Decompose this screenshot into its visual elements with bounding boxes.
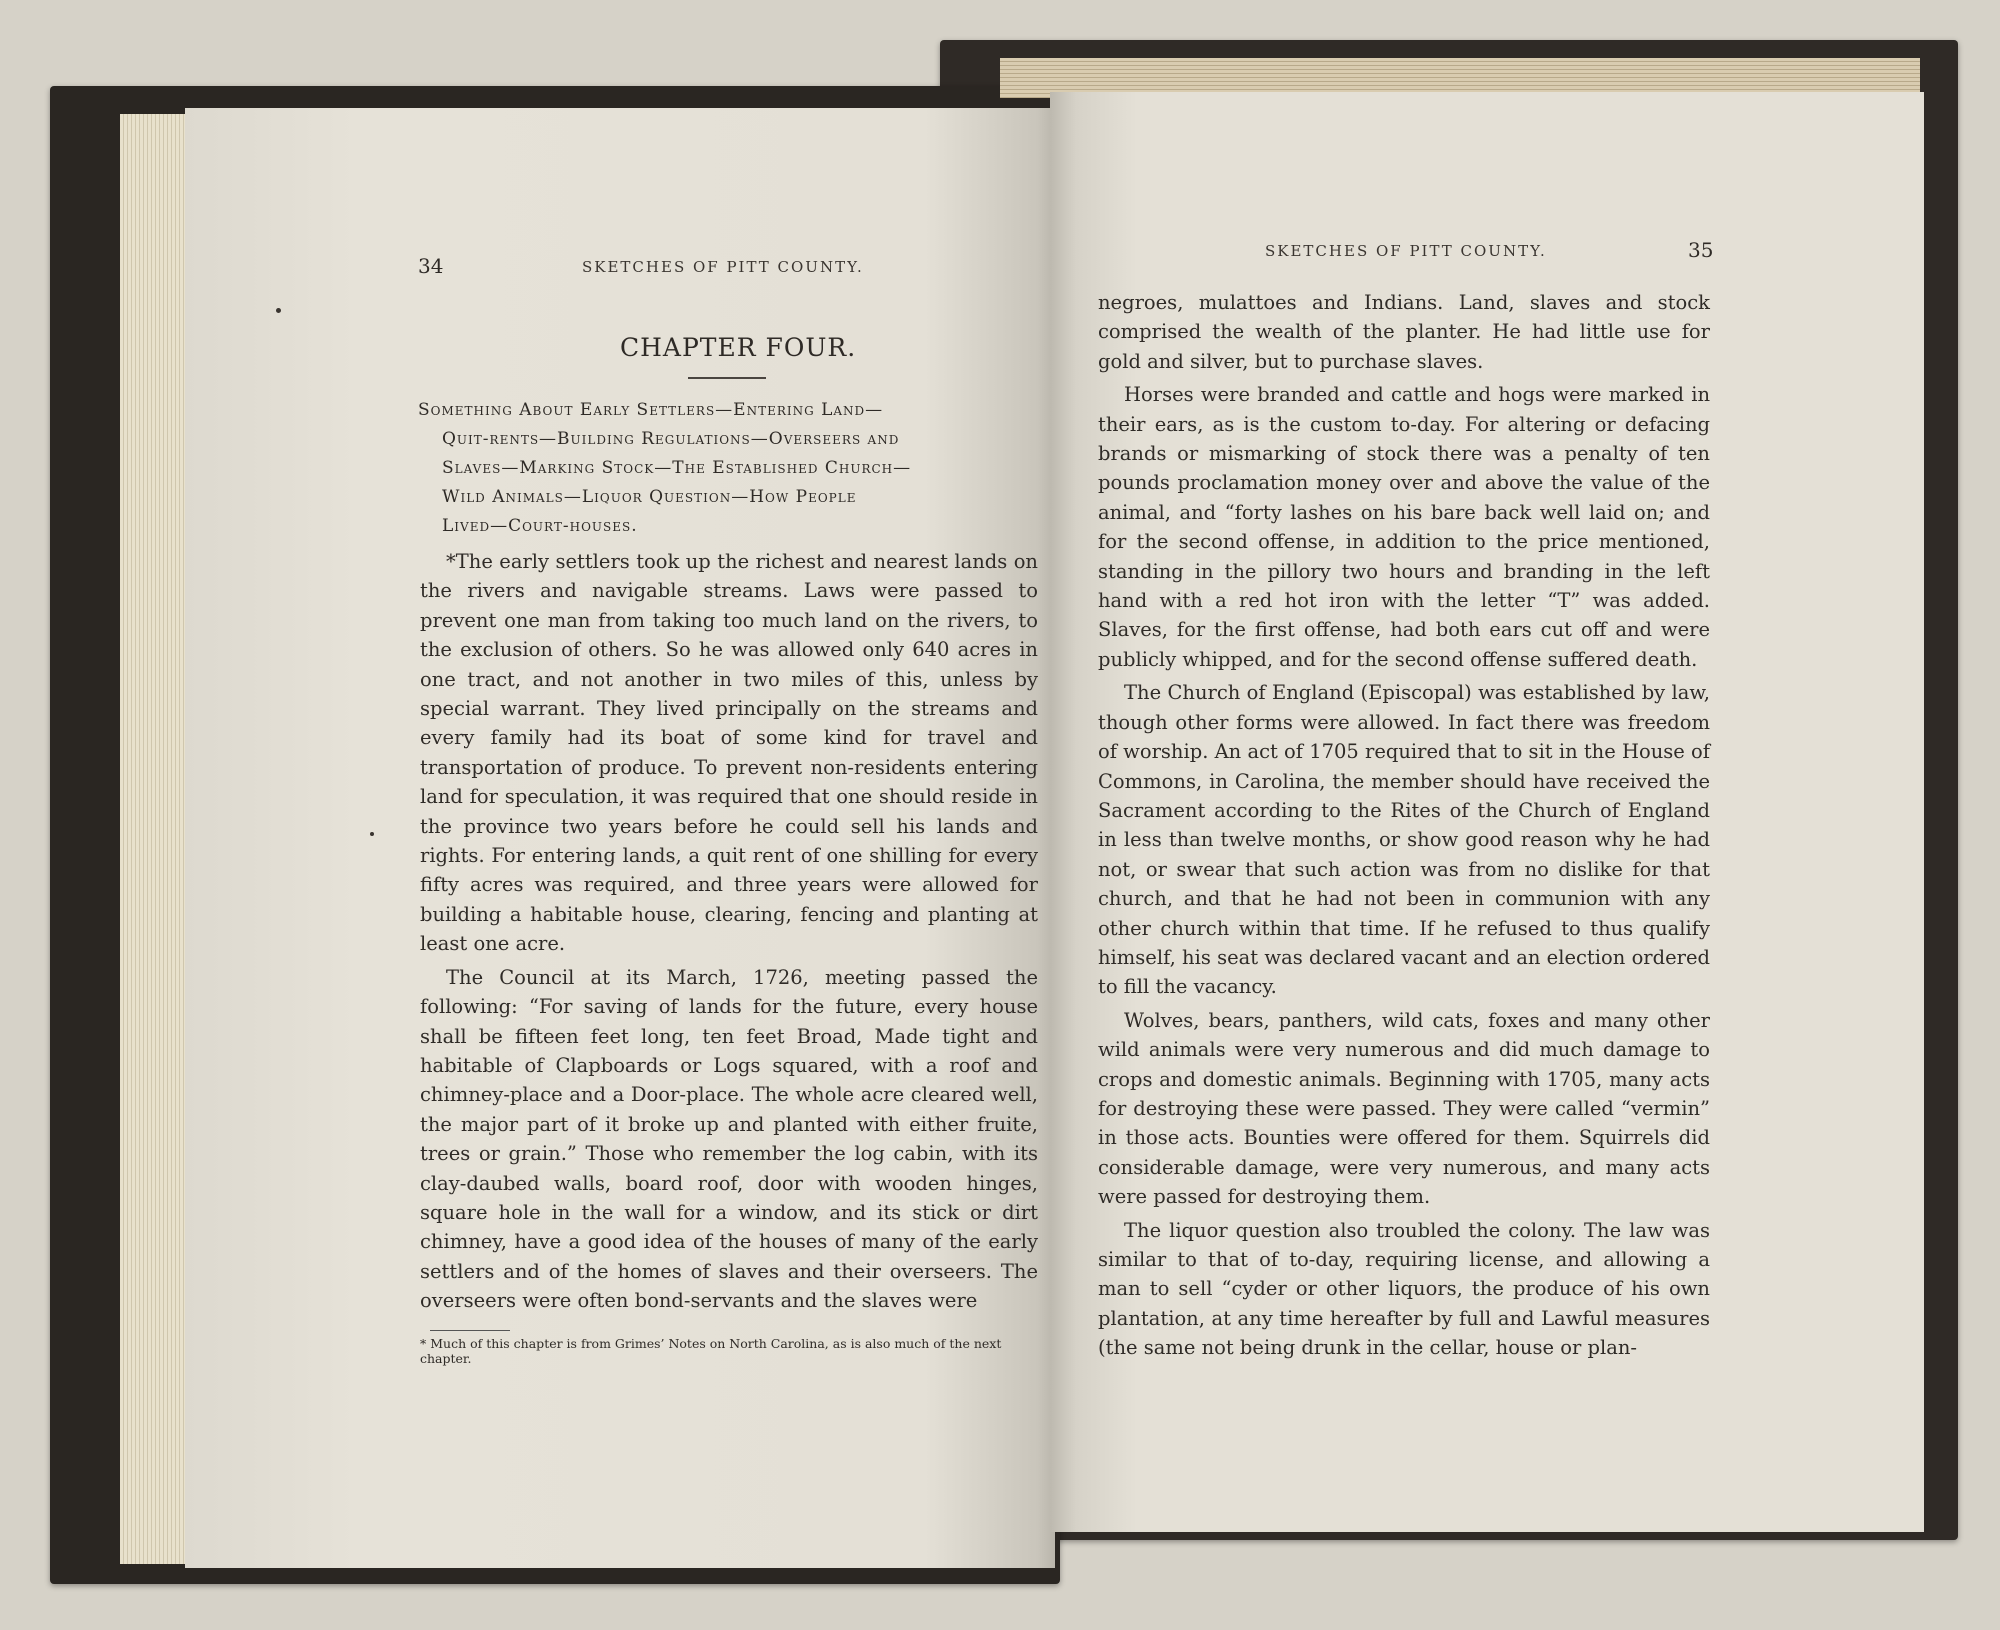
paper-speck bbox=[370, 832, 374, 836]
paragraph: The liquor question also troubled the colony. The law was similar to that of to-day, requiring license, and allowing a man to sell “cyder or other liquors, the produce of his own plantation, at any time hereafter by full and Lawful measures (the same not being drunk in the cellar, house or plan- bbox=[1098, 1218, 1710, 1360]
right-body-text bbox=[1098, 288, 1710, 1363]
paragraph: negroes, mulattoes and Indians. Land, slaves and stock comprised the wealth of the planter. He had little use for gold and silver, but to purchase slaves. bbox=[1098, 291, 1710, 373]
chapter-synopsis bbox=[418, 396, 1038, 541]
footnote-rule bbox=[430, 1330, 510, 1331]
synopsis-line: Quit-rents—Building Regulations—Overseers and bbox=[442, 429, 900, 449]
footnote: * Much of this chapter is from Grimes’ Notes on North Carolina, as is also much of the next chapter. bbox=[420, 1336, 1002, 1366]
synopsis-line: Wild Animals—Liquor Question—How People bbox=[442, 487, 857, 507]
paragraph: The Council at its March, 1726, meeting passed the following: “For saving of lands for the future, every house shall be fifteen feet long, ten feet Broad, Made tight and habitable of Clapboards or Logs squared, with a roof and chimney-place and a Door-place. The whole acre cleared well, the major part of it broke up and planted with either fruite, trees or grain.” Those who remember the log cabin, with its clay-daubed walls, board roof, door with wooden hinges, square hole in the wall for a window, and its stick or dirt chimney, have a good idea of the houses of many of the early settlers and of the homes of slaves and their overseers. The overseers were often bond-servants and the slaves were bbox=[420, 965, 1038, 1313]
paragraph: Wolves, bears, panthers, wild cats, foxes and many other wild animals were very numerous and did much damage to crops and domestic animals. Beginning with 1705, many acts for destroying these were passed. They were called “vermin” in those acts. Bounties were offered for them. Squirrels did considerable damage, were very numerous, and many acts were passed for destroying them. bbox=[1098, 1008, 1710, 1209]
synopsis-line: Lived—Court-houses. bbox=[442, 516, 638, 536]
right-running-head: SKETCHES OF PITT COUNTY. bbox=[1265, 242, 1547, 260]
chapter-title-rule bbox=[688, 377, 766, 379]
left-running-head: SKETCHES OF PITT COUNTY. bbox=[582, 258, 864, 276]
paragraph: Horses were branded and cattle and hogs were marked in their ears, as is the custom to-day. For altering or defacing brands or mismarking of stock there was a penalty of ten pounds proclamation money over and above the value of the animal, and “forty lashes on his bare back well laid on; and for the second offense, in addition to the price mentioned, standing in the pillory two hours and branding in the left hand with a red hot iron with the letter “T” was added. Slaves, for the first offense, had both ears cut off and were publicly whipped, and for the second offense suffered death. bbox=[1098, 383, 1710, 671]
paper-speck bbox=[276, 308, 281, 313]
right-page-number: 35 bbox=[1688, 238, 1714, 262]
paragraph: *The early settlers took up the richest and nearest lands on the rivers and navigable streams. Laws were passed to prevent one man from taking too much land on the rivers, to the exclusion of others. So he was allowed only 640 acres in one tract, and not another in two miles of this, unless by special warrant. They lived principally on the streams and every family had its boat of some kind for travel and transportation of produce. To prevent non-residents entering land for speculation, it was required that one should reside in the province two years before he could sell his lands and rights. For entering lands, a quit rent of one shilling for every fifty acres was required, and three years were allowed for building a habitable house, clearing, fencing and planting at least one acre. bbox=[420, 550, 1038, 956]
left-body-text bbox=[420, 547, 1038, 1316]
chapter-title: CHAPTER FOUR. bbox=[620, 333, 857, 362]
synopsis-line: Slaves—Marking Stock—The Established Church— bbox=[442, 458, 912, 478]
synopsis-line: Something About Early Settlers—Entering Land— bbox=[418, 400, 884, 420]
paragraph: The Church of England (Episcopal) was established by law, though other forms were allowed. In fact there was freedom of worship. An act of 1705 required that to sit in the House of Commons, in Carolina, the member should have received the Sacrament according to the Rites of the Church of England in less than twelve months, or show good reason why he had not, or swear that such action was from no dislike for that church, and that he had not been in communion with any other church within that time. If he refused to thus qualify himself, his seat was declared vacant and an election ordered to fill the vacancy. bbox=[1098, 681, 1710, 999]
left-page-number: 34 bbox=[418, 254, 444, 278]
